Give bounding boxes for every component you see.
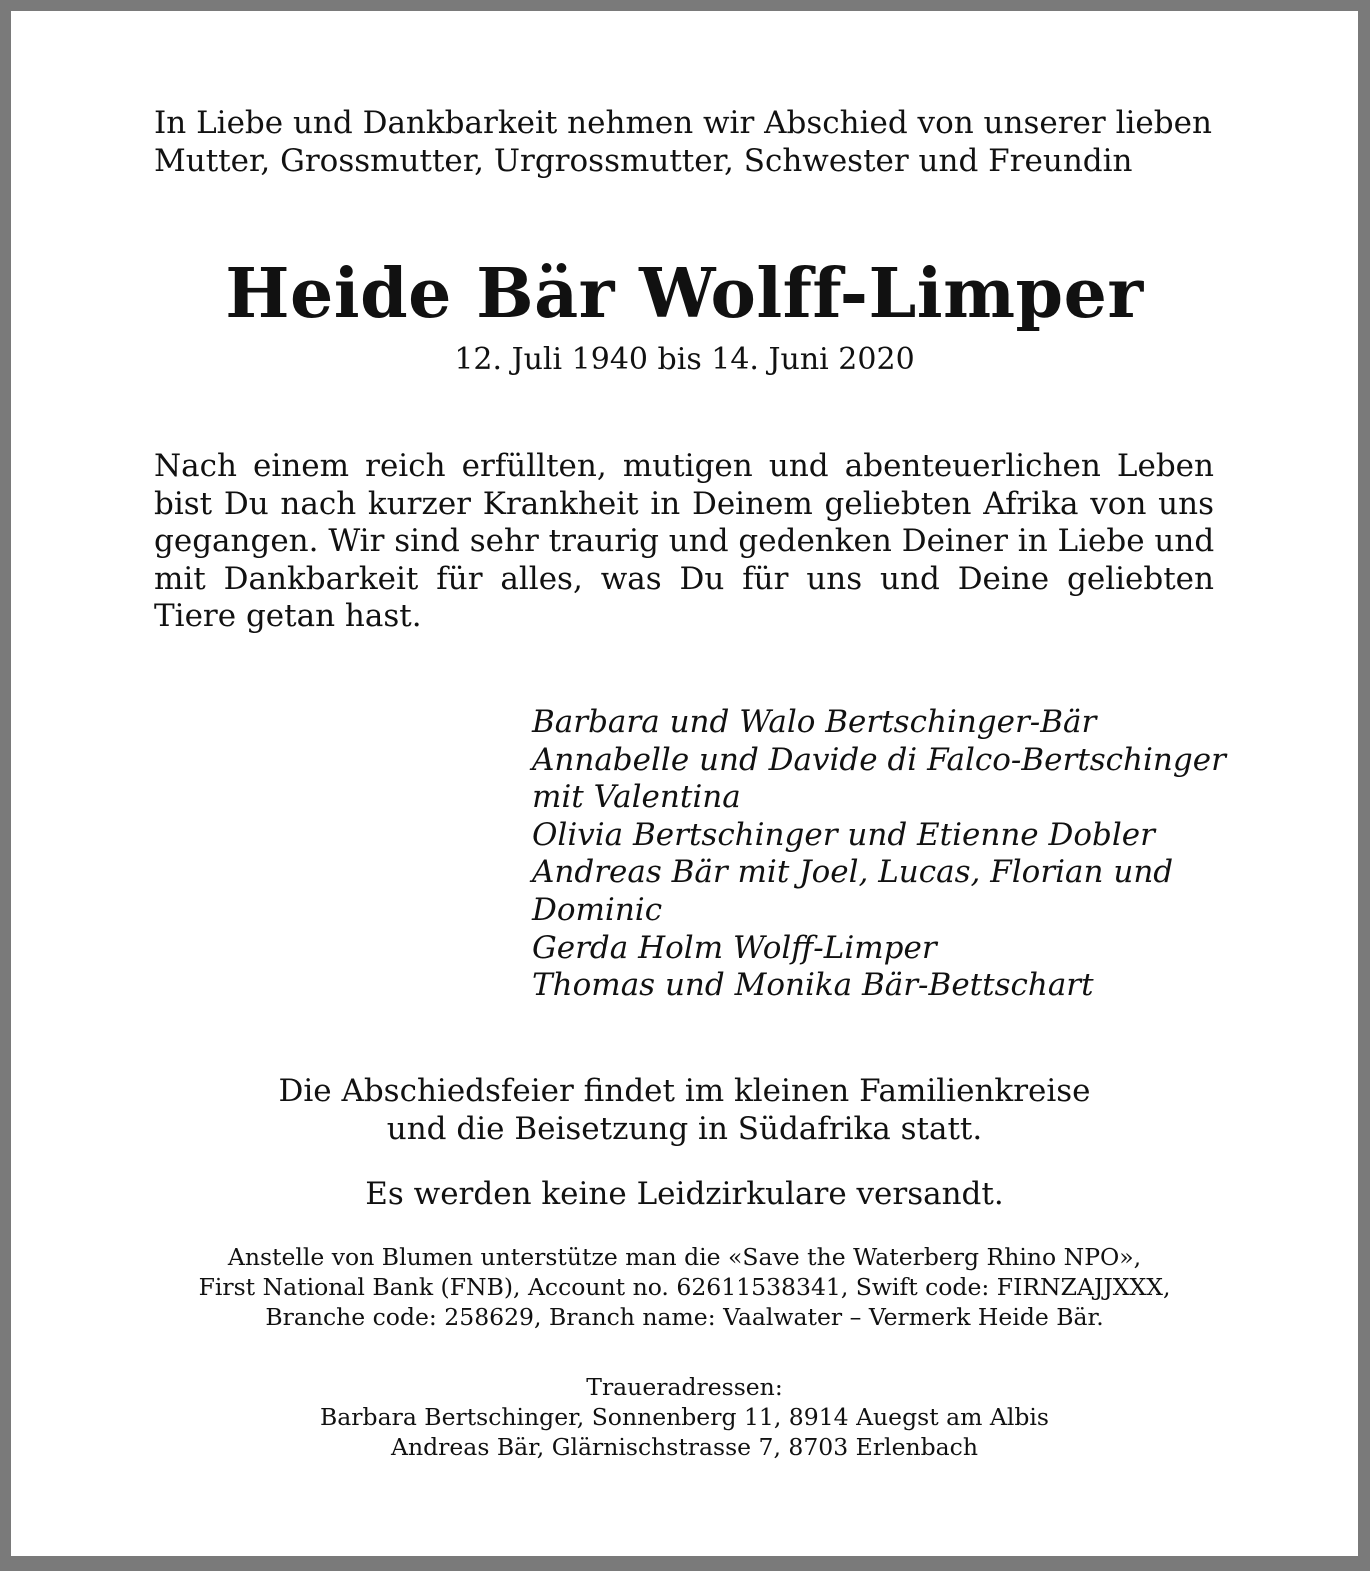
message-line: Nach einem reich erfüllten, mutigen und abenteuerlichen Leben [154,448,1214,484]
ceremony-line: Die Abschiedsfeier findet im kleinen Familienkreise [278,1073,1091,1109]
addresses-heading: Traueradressen: [586,1373,783,1401]
address-line: Barbara Bertschinger, Sonnenberg 11, 8914 Auegst am Albis [320,1403,1049,1431]
message-line: mit Dankbarkeit für alles, was Du für uns und Deine geliebten [154,560,1214,597]
intro-text [154,104,1219,180]
mourning-addresses [11,1372,1358,1462]
ceremony-line: und die Beisetzung in Südafrika statt. [386,1111,983,1147]
mourners-list [532,704,1252,1005]
mourner-line: mit Valentina [532,779,741,816]
ceremony-notice [11,1072,1358,1148]
mourner-line: Barbara und Walo Bertschinger-Bär [532,704,1097,740]
message-line: gegangen. Wir sind sehr traurig und gedenken Deiner in Liebe und [154,523,1215,559]
address-line: Andreas Bär, Glärnischstrasse 7, 8703 Erlenbach [391,1433,978,1461]
intro-line: In Liebe und Dankbarkeit nehmen wir Abschied von unserer lieben [154,105,1212,141]
donation-line: Branche code: 258629, Branch name: Vaalwater – Vermerk Heide Bär. [265,1303,1104,1331]
mourner-line: Annabelle und Davide di Falco-Bertschinger [532,741,1226,778]
no-circulars-notice: Es werden keine Leidzirkulare versandt. [365,1176,1004,1212]
message-paragraph [154,448,1214,636]
donation-line: Anstelle von Blumen unterstütze man die «Save the Waterberg Rhino NPO», [227,1243,1142,1271]
message-line: bist Du nach kurzer Krankheit in Deinem geliebten Afrika von uns [154,485,1214,522]
donation-line: First National Bank (FNB), Account no. 62611538341, Swift code: FIRNZAJJXXX, [198,1273,1171,1301]
mourner-line: Thomas und Monika Bär-Bettschart [532,967,1094,1004]
mourner-line: Andreas Bär mit Joel, Lucas, Florian und [532,854,1174,891]
intro-line: Mutter, Grossmutter, Urgrossmutter, Schwester und Freundin [154,143,1133,179]
message-line: Tiere getan hast. [154,598,422,634]
deceased-name: Heide Bär Wolff-Limper [225,254,1144,334]
donation-notice [11,1242,1358,1332]
mourner-line: Dominic [532,891,663,928]
life-dates: 12. Juli 1940 bis 14. Juni 2020 [454,342,915,377]
obituary-page [11,11,1358,1556]
mourner-line: Gerda Holm Wolff-Limper [532,929,937,966]
mourner-line: Olivia Bertschinger und Etienne Dobler [532,816,1155,853]
